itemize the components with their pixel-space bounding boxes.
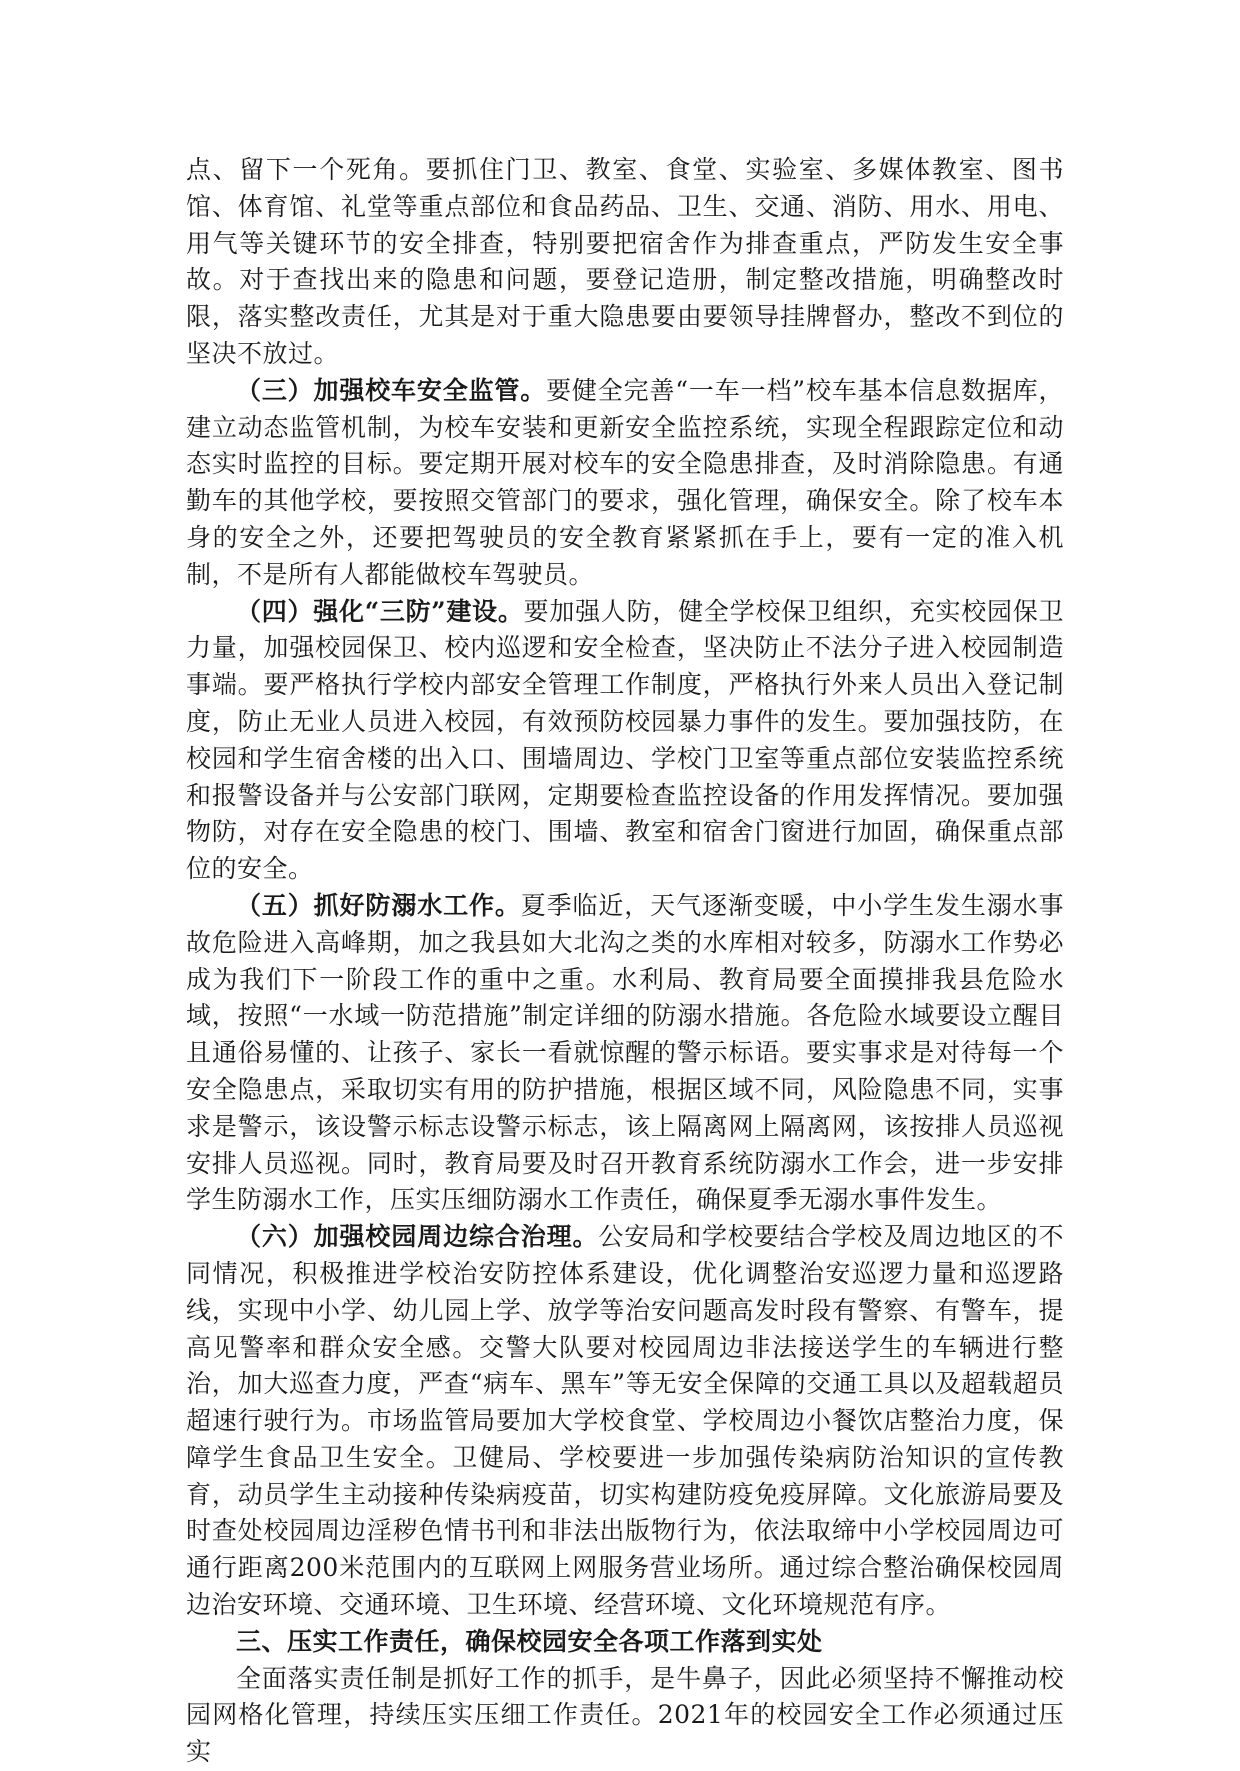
paragraph-text: 点、留下一个死角。要抓住门卫、教室、食堂、实验室、多媒体教室、图书馆、体育馆、礼堂等重点部位和食品药品、卫生、交通、消防、用水、用电、用气等关键环节的安全排查，特别要把宿舍作为排查重点，严防发生安全事故。对于查找出来的隐患和问题，要登记造册，制定整改措施，明确整改时限，落实整改责任，尤其是对于重大隐患要由要领导挂牌督办，整改不到位的坚决不放过。	[186, 155, 1064, 368]
paragraph-lead: （六）加强校园周边综合治理。	[236, 1222, 599, 1252]
section-heading: 三、压实工作责任，确保校园安全各项工作落到实处	[236, 1626, 823, 1656]
paragraph-text: 要健全完善“一车一档”校车基本信息数据库，建立动态监管机制，为校车安装和更新安全监控系统，实现全程跟踪定位和动态实时监控的目标。要定期开展对校车的安全隐患排查，及时消除隐患。有通勤车的其他学校，要按照交管部门的要求，强化管理，确保安全。除了校车本身的安全之外，还要把驾驶员的安全教育紧紧抓在手上，要有一定的准入机制，不是所有人都能做校车驾驶员。	[186, 375, 1064, 589]
paragraph-text: 夏季临近，天气逐渐变暖，中小学生发生溺水事故危险进入高峰期，加之我县如大北沟之类的水库相对较多，防溺水工作势必成为我们下一阶段工作的重中之重。水利局、教育局要全面摸排我县危险水域，按照“一水域一防范措施”制定详细的防溺水措施。各危险水域要设立醒目且通俗易懂的、让孩子、家长一看就惊醒的警示标语。要实事求是对待每一个安全隐患点，采取切实有用的防护措施，根据区域不同，风险隐患不同，实事求是警示，该设警示标志设警示标志，该上隔离网上隔离网，该按排人员巡视安排人员巡视。同时，教育局要及时召开教育系统防溺水工作会，进一步安排学生防溺水工作，压实压细防溺水工作责任，确保夏季无溺水事件发生。	[186, 890, 1064, 1215]
paragraph-campus-surroundings	[186, 1219, 1064, 1624]
paragraph-responsibility: 全面落实责任制是抓好工作的抓手，是牛鼻子，因此必须坚持不懈推动校园网格化管理，持续压实压细工作责任。2021年的校园安全工作必须通过压实	[186, 1663, 1064, 1767]
paragraph-text: 要加强人防，健全学校保卫组织，充实校园保卫力量，加强校园保卫、校内巡逻和安全检查，坚决防止不法分子进入校园制造事端。要严格执行学校内部安全管理工作制度，严格执行外来人员出入登记制度，防止无业人员进入校园，有效预防校园暴力事件的发生。要加强技防，在校园和学生宿舍楼的出入口、围墙周边、学校门卫室等重点部位安装监控系统和报警设备并与公安部门联网，定期要检查监控设备的作用发挥情况。要加强物防，对存在安全隐患的校门、围墙、教室和宿舍门窗进行加固，确保重点部位的安全。	[186, 596, 1064, 884]
paragraph-lead: （五）抓好防溺水工作。	[236, 890, 521, 920]
paragraph-school-bus-safety	[186, 373, 1064, 594]
paragraph-continuation	[186, 152, 1064, 373]
paragraph-text: 公安局和学校要结合学校及周边地区的不同情况，积极推进学校治安防控体系建设，优化调整治安巡逻力量和巡逻路线，实现中小学、幼儿园上学、放学等治安问题高发时段有警察、有警车，提高见警率和群众安全感。交警大队要对校园周边非法接送学生的车辆进行整治，加大巡查力度，严查“病车、黑车”等无安全保障的交通工具以及超载超员超速行驶行为。市场监管局要加大学校食堂、学校周边小餐饮店整治力度，保障学生食品卫生安全。卫健局、学校要进一步加强传染病防治知识的宣传教育，动员学生主动接种传染病疫苗，切实构建防疫免疫屏障。文化旅游局要及时查处校园周边淫秽色情书刊和非法出版物行为，依法取缔中小学校园周边可通行距离200米范围内的互联网上网服务营业场所。通过综合整治确保校园周边治安环境、交通环境、卫生环境、经营环境、文化环境规范有序。	[186, 1222, 1064, 1620]
paragraph-three-defenses	[186, 594, 1064, 888]
paragraph-lead: （四）强化“三防”建设。	[236, 596, 524, 626]
paragraph-lead: （三）加强校车安全监管。	[236, 375, 547, 405]
document-page	[186, 152, 1064, 1771]
paragraph-drowning-prevention	[186, 888, 1064, 1219]
